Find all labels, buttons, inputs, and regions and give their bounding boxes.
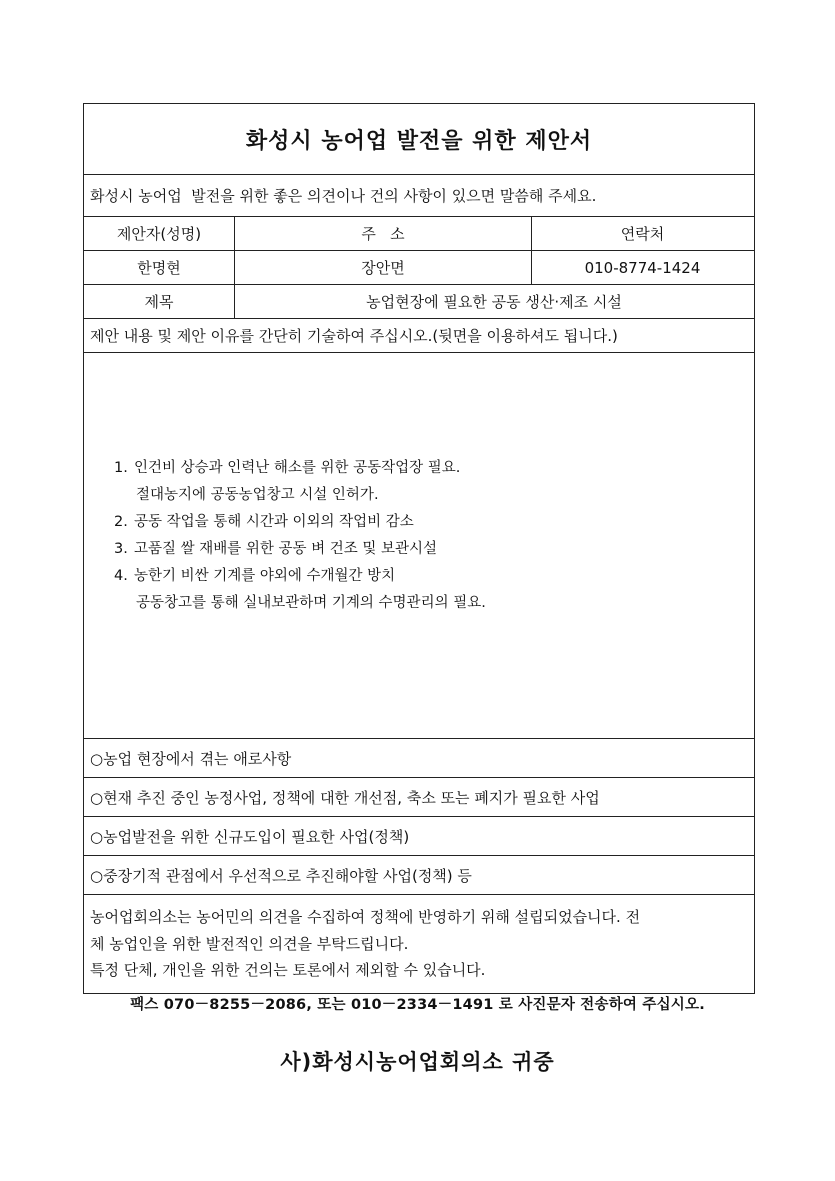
content-area xyxy=(84,352,754,738)
header-row xyxy=(84,216,754,250)
proposer-contact: 010-8774-1424 xyxy=(531,251,753,284)
note-line: 농어업회의소는 농어민의 의견을 수집하여 정책에 반영하기 위해 설립되었습니다. 전 xyxy=(90,908,641,926)
content-item: 4. 농한기 비싼 기계를 야외에 수개월간 방치 xyxy=(114,568,396,584)
header-address: 주 소 xyxy=(234,217,531,250)
note-line: 체 농업인을 위한 발전적인 의견을 부탁드립니다. xyxy=(90,934,409,953)
intro-text: 화성시 농어업 발전을 위한 좋은 의견이나 건의 사항이 있으면 말씀해 주세요. xyxy=(90,187,597,205)
proposer-row xyxy=(84,250,754,284)
subject-label: 제목 xyxy=(144,293,174,311)
note-box xyxy=(84,894,754,993)
topic-row xyxy=(84,855,754,894)
topic-row xyxy=(84,738,754,777)
form-title: 화성시 농어업 발전을 위한 제안서 xyxy=(245,128,593,154)
fax-contact-line: 팩스 070－8255－2086, 또는 010－2334－1491 로 사진문자 전송하여 주십시오. xyxy=(130,997,705,1013)
subject-row xyxy=(84,284,754,318)
intro-row xyxy=(84,174,754,216)
header-name: 제안자(성명) xyxy=(116,225,202,243)
form-title-row xyxy=(84,104,754,174)
content-item: 3. 고품질 쌀 재배를 위한 공동 벼 건조 및 보관시설 xyxy=(114,541,438,557)
topic-text: ○현재 추진 중인 농정사업, 정책에 대한 개선점, 축소 또는 폐지가 필요한 사업 xyxy=(90,788,600,807)
subject-value: 농업현장에 필요한 공동 생산·제조 시설 xyxy=(234,285,753,318)
topic-text: ○중장기적 관점에서 우선적으로 추진해야할 사업(정책) 등 xyxy=(90,866,472,885)
proposer-address: 장안면 xyxy=(234,251,531,284)
content-item: 2. 공동 작업을 통해 시간과 이외의 작업비 감소 xyxy=(114,514,414,530)
note-line: 특정 단체, 개인을 위한 건의는 토론에서 제외할 수 있습니다. xyxy=(90,961,486,979)
content-instruction: 제안 내용 및 제안 이유를 간단히 기술하여 주십시오.(뒷면을 이용하셔도 됩니다.) xyxy=(90,327,618,345)
proposer-name: 한명현 xyxy=(137,259,181,277)
topic-row xyxy=(84,816,754,855)
recipient-organization: 사)화성시농어업회의소 귀중 xyxy=(280,1050,555,1074)
proposal-form xyxy=(83,103,755,994)
header-contact: 연락처 xyxy=(531,217,753,250)
topic-row xyxy=(84,777,754,816)
content-item-sub: 절대농지에 공동농업창고 시설 인허가. xyxy=(136,487,379,503)
topic-text: ○농업 현장에서 겪는 애로사항 xyxy=(90,749,292,768)
content-item: 1. 인건비 상승과 인력난 해소를 위한 공동작업장 필요. xyxy=(114,460,461,476)
content-item-sub: 공동창고를 통해 실내보관하며 기계의 수명관리의 필요. xyxy=(136,595,486,611)
content-list xyxy=(114,455,486,617)
content-instruction-row xyxy=(84,318,754,352)
topic-text: ○농업발전을 위한 신규도입이 필요한 사업(정책) xyxy=(90,827,410,846)
